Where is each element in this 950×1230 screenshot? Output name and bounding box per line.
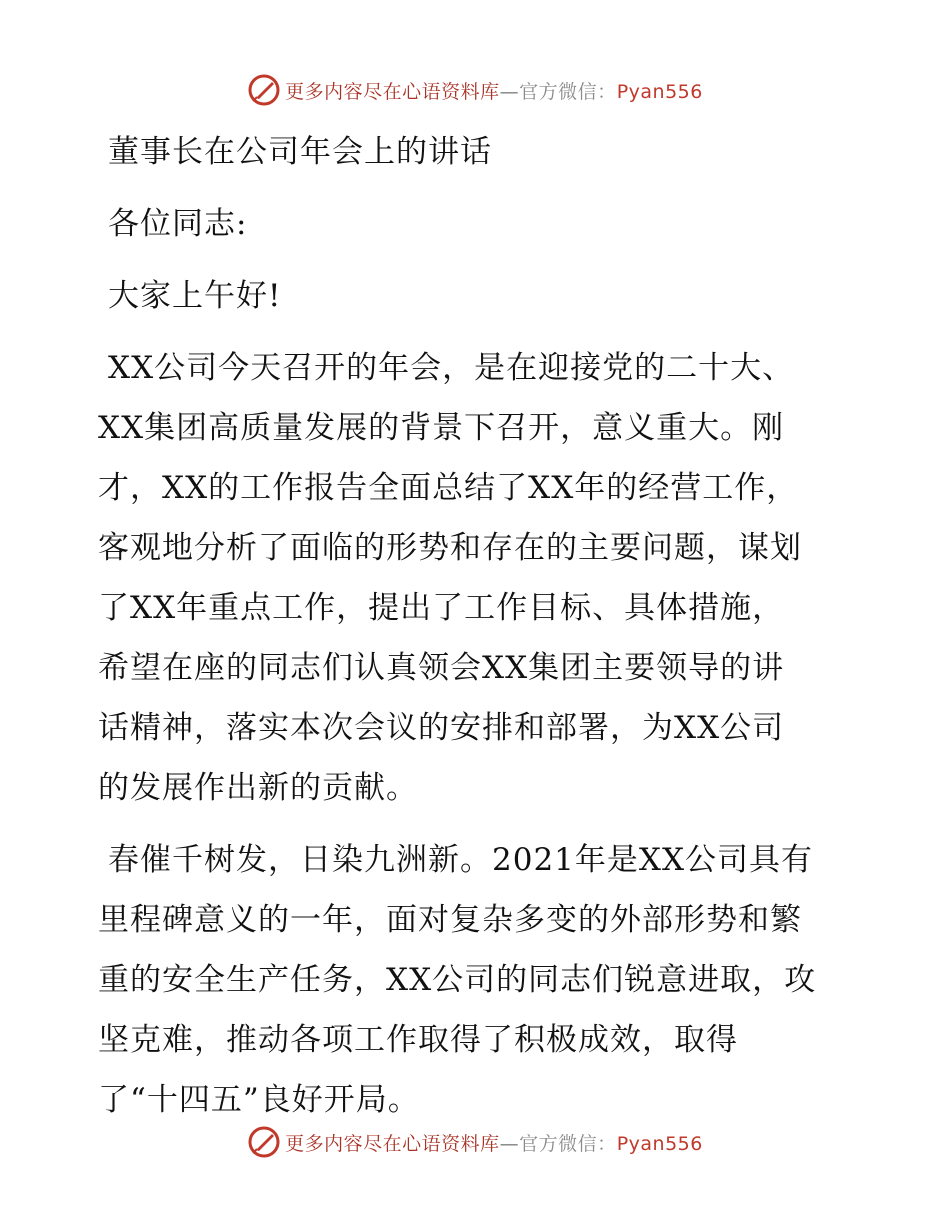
quill-logo-icon: [247, 73, 281, 107]
paragraph-line: XX集团高质量发展的背景下召开，意义重大。刚: [98, 410, 785, 446]
paragraph: [98, 338, 868, 818]
paragraph-line: XX公司今天召开的年会，是在迎接党的二十大、: [108, 350, 795, 386]
paragraph-line: 客观地分析了面临的形势和存在的主要问题，谋划: [98, 530, 802, 566]
document-body: [98, 122, 868, 1142]
document-title: 董事长在公司年会上的讲话: [108, 134, 492, 170]
paragraph: [98, 830, 868, 1130]
footer-watermark: [0, 1122, 950, 1162]
greeting: 大家上午好!: [108, 278, 282, 314]
salutation: 各位同志:: [108, 206, 248, 242]
paragraph-line: 了“十四五”良好开局。: [98, 1082, 420, 1118]
paragraph-line: 才，XX的工作报告全面总结了XX年的经营工作，: [98, 470, 799, 506]
paragraph-line: 话精神，落实本次会议的安排和部署，为XX公司: [98, 710, 785, 746]
header-watermark: [0, 70, 950, 110]
paragraph-line: 的发展作出新的贡献。: [98, 770, 418, 806]
watermark-text: 更多内容尽在心语资料库—官方微信：Pyan556: [285, 80, 703, 103]
paragraph-line: 重的安全生产任务，XX公司的同志们锐意进取，攻: [98, 962, 817, 998]
paragraph-line: 春催千树发，日染九洲新。2021年是XX公司具有: [108, 842, 814, 878]
paragraph-line: 坚克难，推动各项工作取得了积极成效，取得: [98, 1022, 738, 1058]
watermark-text: 更多内容尽在心语资料库—官方微信：Pyan556: [285, 1132, 703, 1155]
paragraph-line: 希望在座的同志们认真领会XX集团主要领导的讲: [98, 650, 785, 686]
paragraph-line: 了XX年重点工作，提出了工作目标、具体措施，: [98, 590, 785, 626]
paragraph-line: 里程碑意义的一年，面对复杂多变的外部形势和繁: [98, 902, 802, 938]
quill-logo-icon: [247, 1125, 281, 1159]
